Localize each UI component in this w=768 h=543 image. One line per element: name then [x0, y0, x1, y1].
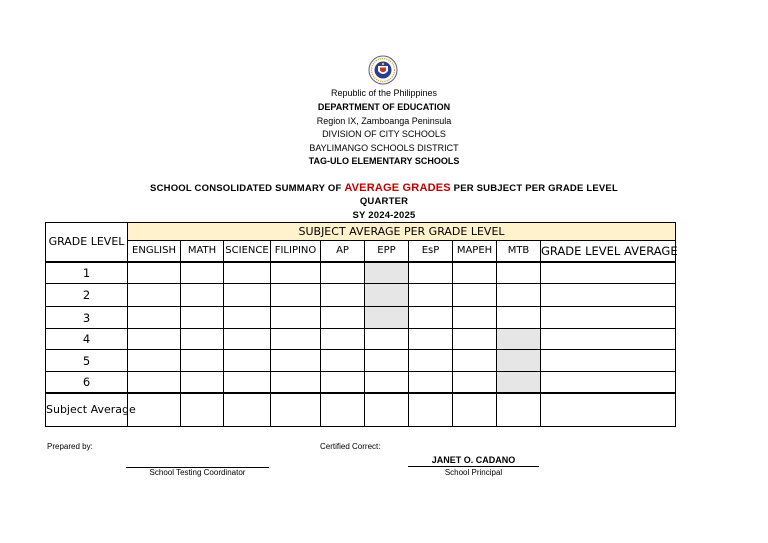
subject-header: SCIENCE [224, 241, 271, 262]
grade-label: 2 [46, 284, 128, 307]
grade-level-average-header: GRADE LEVEL AVERAGE [541, 241, 676, 262]
grade-label: 1 [46, 262, 128, 284]
subject-average-cell[interactable] [541, 393, 676, 427]
grade-cell[interactable] [321, 262, 365, 284]
subject-header: FILIPINO [271, 241, 321, 262]
grades-table [45, 222, 676, 427]
report-title [0, 182, 768, 194]
grade-cell[interactable] [365, 350, 409, 372]
grade-level-average-cell[interactable] [541, 350, 676, 372]
grade-level-average-cell[interactable] [541, 372, 676, 393]
grade-level-average-cell[interactable] [541, 329, 676, 350]
grade-cell[interactable] [409, 284, 453, 307]
table-row [46, 307, 676, 329]
subject-average-cell[interactable] [271, 393, 321, 427]
grade-cell[interactable] [128, 262, 181, 284]
department-text: DEPARTMENT OF EDUCATION [317, 102, 451, 112]
grade-cell-shaded [365, 284, 409, 307]
grade-cell[interactable] [409, 329, 453, 350]
subject-average-cell[interactable] [453, 393, 497, 427]
grade-level-average-cell[interactable] [541, 307, 676, 329]
certified-correct-label: Certified Correct: [320, 442, 381, 451]
grade-cell[interactable] [321, 307, 365, 329]
grade-cell-shaded [365, 307, 409, 329]
subject-average-row [46, 393, 676, 427]
grade-cell[interactable] [271, 350, 321, 372]
subject-average-cell[interactable] [409, 393, 453, 427]
grade-cell[interactable] [321, 350, 365, 372]
table-row [46, 284, 676, 307]
title-suffix: PER SUBJECT PER GRADE LEVEL [453, 183, 618, 194]
subject-header: EsP [409, 241, 453, 262]
subject-average-cell[interactable] [224, 393, 271, 427]
principal-signature-line [408, 466, 539, 467]
grade-cell-shaded [497, 350, 541, 372]
grade-cell[interactable] [321, 372, 365, 393]
principal-name: JANET O. CADANO [431, 455, 516, 465]
grade-cell[interactable] [181, 329, 224, 350]
grade-cell[interactable] [409, 262, 453, 284]
republic-text: Republic of the Philippines [330, 88, 438, 98]
grade-label: 5 [46, 350, 128, 372]
grade-cell[interactable] [224, 262, 271, 284]
school-text: TAG-ULO ELEMENTARY SCHOOLS [308, 156, 460, 166]
grade-cell[interactable] [271, 262, 321, 284]
subject-header: MATH [181, 241, 224, 262]
grade-cell[interactable] [181, 307, 224, 329]
grade-cell[interactable] [128, 372, 181, 393]
subject-header: AP [321, 241, 365, 262]
grade-cell[interactable] [224, 329, 271, 350]
grade-cell[interactable] [453, 329, 497, 350]
grade-cell[interactable] [497, 262, 541, 284]
grade-level-average-cell[interactable] [541, 262, 676, 284]
grade-cell[interactable] [224, 372, 271, 393]
title-prefix: SCHOOL CONSOLIDATED SUMMARY OF [150, 183, 342, 194]
grade-cell[interactable] [453, 262, 497, 284]
grade-cell[interactable] [181, 262, 224, 284]
grade-cell[interactable] [365, 372, 409, 393]
subject-average-cell[interactable] [181, 393, 224, 427]
grade-cell[interactable] [453, 372, 497, 393]
grade-level-header: GRADE LEVEL [46, 223, 128, 262]
grade-cell[interactable] [271, 284, 321, 307]
grade-cell[interactable] [128, 350, 181, 372]
grade-cell-shaded [365, 262, 409, 284]
deped-seal-icon [366, 55, 400, 85]
grade-cell[interactable] [453, 284, 497, 307]
grade-cell[interactable] [321, 329, 365, 350]
region-text: Region IX, Zamboanga Peninsula [316, 116, 452, 126]
grade-cell[interactable] [181, 372, 224, 393]
subject-header: MTB [497, 241, 541, 262]
quarter-label: QUARTER [359, 196, 409, 207]
grade-cell[interactable] [271, 307, 321, 329]
grade-cell[interactable] [271, 329, 321, 350]
division-text: DIVISION OF CITY SCHOOLS [322, 129, 446, 139]
grade-cell[interactable] [181, 284, 224, 307]
table-row [46, 262, 676, 284]
grade-cell[interactable] [497, 284, 541, 307]
subject-header-row [46, 241, 676, 262]
subject-average-band: SUBJECT AVERAGE PER GRADE LEVEL [128, 223, 676, 241]
grade-label: 4 [46, 329, 128, 350]
principal-title: School Principal [444, 468, 503, 477]
table-row [46, 372, 676, 393]
table-row [46, 329, 676, 350]
grade-cell[interactable] [128, 307, 181, 329]
subject-header: MAPEH [453, 241, 497, 262]
subject-average-cell[interactable] [497, 393, 541, 427]
coordinator-title: School Testing Coordinator [149, 468, 246, 477]
subject-average-cell[interactable] [321, 393, 365, 427]
subject-average-cell[interactable] [365, 393, 409, 427]
school-year-label: SY 2024-2025 [352, 210, 416, 221]
grade-cell[interactable] [453, 350, 497, 372]
grade-cell-shaded [497, 372, 541, 393]
grade-cell[interactable] [409, 372, 453, 393]
grade-cell[interactable] [128, 284, 181, 307]
grade-cell[interactable] [224, 307, 271, 329]
title-accent: AVERAGE GRADES [344, 182, 451, 194]
grade-cell[interactable] [453, 307, 497, 329]
grade-cell[interactable] [409, 307, 453, 329]
grade-cell[interactable] [365, 329, 409, 350]
subject-header: EPP [365, 241, 409, 262]
subject-average-label: Subject Average [46, 393, 128, 427]
grade-cell[interactable] [224, 284, 271, 307]
grade-cell[interactable] [271, 372, 321, 393]
district-text: BAYLIMANGO SCHOOLS DISTRICT [309, 143, 459, 153]
grade-cell[interactable] [224, 350, 271, 372]
grade-cell[interactable] [321, 284, 365, 307]
grade-cell[interactable] [497, 307, 541, 329]
grade-cell[interactable] [409, 350, 453, 372]
grade-level-average-cell[interactable] [541, 284, 676, 307]
subject-header: ENGLISH [128, 241, 181, 262]
grade-cell[interactable] [181, 350, 224, 372]
grade-cell[interactable] [128, 329, 181, 350]
grade-cell-shaded [497, 329, 541, 350]
table-row [46, 350, 676, 372]
grade-label: 3 [46, 307, 128, 329]
prepared-by-label: Prepared by: [47, 442, 93, 451]
grade-label: 6 [46, 372, 128, 393]
